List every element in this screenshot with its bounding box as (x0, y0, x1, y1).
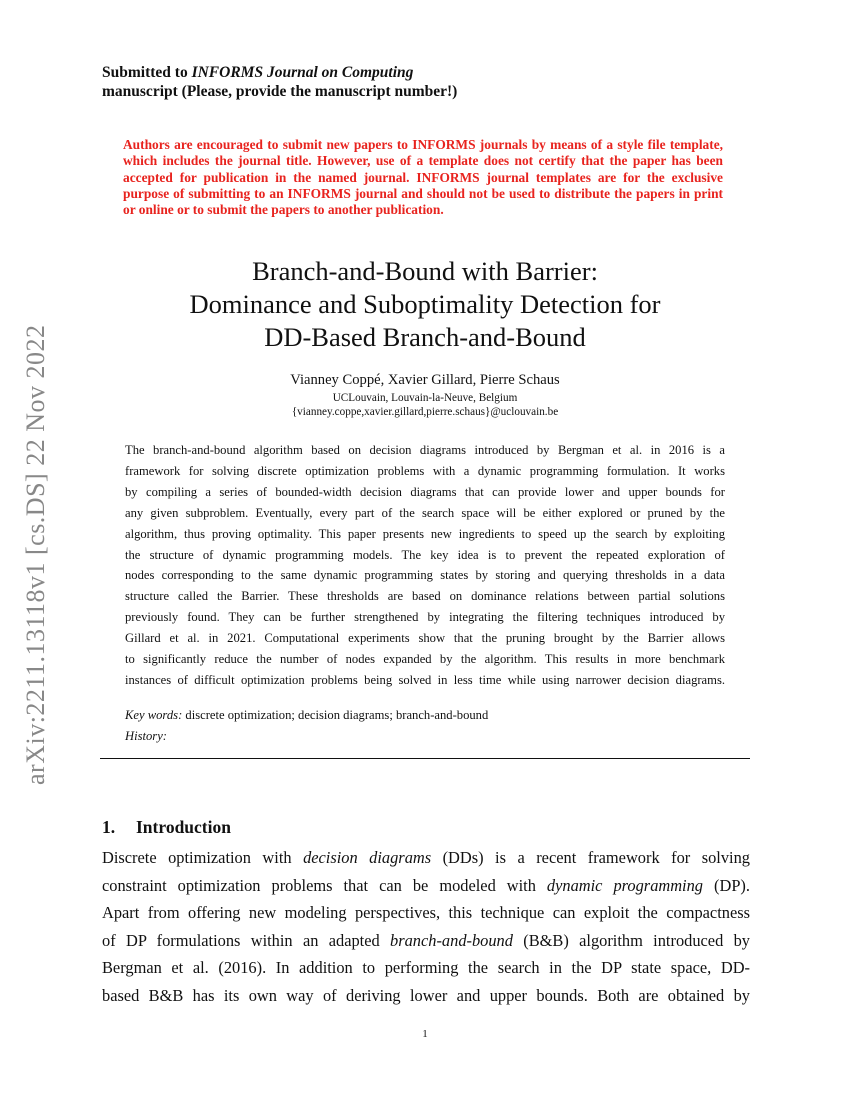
keywords-label: Key words (125, 708, 179, 722)
author-emails: {vianney.coppe,xavier.gillard,pierre.schaus}@uclouvain.be (291, 406, 559, 418)
arxiv-identifier-stamp: arXiv:2211.13118v1 [cs.DS] 22 Nov 2022 (21, 324, 50, 785)
abstract-divider (100, 758, 750, 759)
emphasized-term: branch-and-bound (390, 930, 513, 950)
submitted-to-line (102, 63, 762, 82)
intro-line: constraint optimization problems that can be modeled with dynamic programming (DP). (102, 875, 750, 895)
journal-name: INFORMS Journal on Computing (191, 64, 414, 81)
abstract-line: The branch-and-bound algorithm based on decision diagrams introduced by Bergman et al. in 2016 is a (125, 443, 725, 457)
keywords-value: discrete optimization; decision diagrams; branch-and-bound (185, 708, 489, 722)
title-line: Dominance and Suboptimality Detection for (189, 289, 661, 319)
paper-title (100, 255, 750, 354)
emphasized-term: dynamic programming (546, 875, 704, 895)
introduction-text (102, 844, 750, 1009)
abstract-line: nodes corresponding to the same dynamic programming states by storing and querying thresholds in a data (125, 568, 725, 583)
author-list: Vianney Coppé, Xavier Gillard, Pierre Schaus (290, 372, 560, 388)
history-label: History (125, 729, 163, 743)
submitted-prefix: Submitted to (102, 64, 192, 81)
informs-notice: Authors are encouraged to submit new papers to INFORMS journals by means of a style file template, which includes the journal title. However, use of a template does not certify that the paper has been accepted for publication in the named journal. INFORMS journal templates are for the exclusive purpose of submitting to an INFORMS journal and should not be used to distribute the papers in print or online or to submit the papers to another publication. (123, 137, 723, 218)
abstract-line: previously found. They can be further strengthened by integrating the filtering techniques introduced by (125, 610, 725, 625)
intro-line: Discrete optimization with decision diagrams (DDs) is a recent framework for solving (102, 848, 750, 867)
abstract-line: any given subproblem. Eventually, every part of the search space will be either explored or pruned by the (125, 505, 725, 520)
intro-line: Apart from offering new modeling perspectives, this technique can exploit the compactness (102, 903, 750, 922)
section-number: 1. (102, 817, 116, 837)
emphasized-term: decision diagrams (303, 848, 432, 867)
abstract (125, 440, 725, 691)
abstract-line: Gillard et al. in 2021. Computational experiments show that the pruning brought by the Barrier allows (125, 631, 725, 646)
abstract-line: the structure of dynamic programming models. The key idea is to prevent the repeated exploration of (125, 547, 725, 562)
abstract-line: algorithm, thus proving optimality. This paper presents new ingredients to speed up the search by exploiting (125, 526, 725, 541)
title-line: Branch-and-Bound with Barrier: (252, 256, 598, 286)
abstract-line: instances of difficult optimization problems being solved in less time while using narrower decision diagrams. (125, 672, 725, 687)
abstract-line: framework for solving discrete optimization problems with a dynamic programming formulation. It works (125, 463, 725, 478)
abstract-line: structure called the Barrier. These thresholds are based on dominance relations between partial solutions (125, 589, 725, 604)
intro-line: of DP formulations within an adapted branch-and-bound (B&B) algorithm introduced by (102, 930, 750, 950)
section-heading (102, 817, 231, 838)
submission-header (102, 63, 762, 101)
abstract-line: to significantly reduce the number of nodes expanded by the algorithm. This results in more benchmark (125, 652, 725, 667)
abstract-line: by compiling a series of bounded-width decision diagrams that can provide lower and upper bounds for (125, 484, 725, 499)
affiliation: UCLouvain, Louvain-la-Neuve, Belgium (332, 392, 518, 404)
keywords-line: Key words: discrete optimization; decision diagrams; branch-and-bound (125, 708, 489, 722)
manuscript-line: manuscript (Please, provide the manuscript number!) (102, 83, 458, 100)
title-line: DD-Based Branch-and-Bound (264, 322, 586, 352)
section-title: Introduction (136, 817, 231, 837)
intro-line: Bergman et al. (2016). In addition to performing the search in the DP state space, DD- (102, 958, 750, 977)
intro-line: based B&B has its own way of deriving lower and upper bounds. Both are obtained by (102, 985, 750, 1005)
history-line: History: (125, 729, 167, 743)
page-number: 1 (422, 1028, 428, 1040)
